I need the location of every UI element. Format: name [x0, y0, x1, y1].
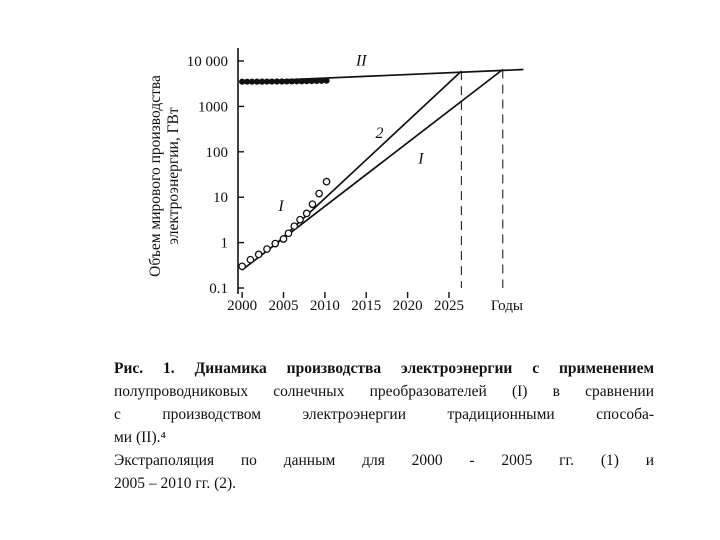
data-point-i	[239, 263, 245, 269]
x-axis-ticks	[227, 292, 523, 314]
curve-label: II	[355, 52, 367, 70]
y-axis-title-line-2: электроэнергии, ГВт	[165, 107, 182, 245]
data-point-ii	[323, 78, 329, 84]
figure-caption	[114, 357, 654, 495]
data-point-i	[247, 257, 253, 263]
y-tick-label: 1000	[198, 99, 228, 116]
series-points	[239, 78, 330, 270]
data-point-i	[280, 236, 286, 242]
data-point-i	[303, 210, 309, 216]
x-tick-label: 2015	[351, 298, 382, 314]
caption-figure-label: Рис. 1.	[114, 360, 175, 377]
y-tick-label: 100	[205, 144, 228, 161]
curve-label: 2	[375, 125, 384, 143]
y-tick-label: 10	[213, 190, 228, 207]
data-point-i	[264, 246, 270, 252]
data-point-i	[309, 201, 315, 207]
y-axis-ticks	[187, 54, 244, 297]
caption-line-3: с производством электроэнергии традиционными способа-	[114, 406, 654, 423]
data-point-i	[291, 223, 297, 229]
y-tick-label: 0.1	[209, 281, 228, 297]
caption-line-5: Экстраполяция по данным для 2000 - 2005 гг. (1) и	[114, 452, 654, 469]
x-tick-label: 2010	[309, 298, 340, 314]
x-tick-label: 2025	[433, 298, 464, 314]
x-tick-label: 2020	[392, 298, 423, 314]
data-point-i	[255, 251, 261, 257]
data-point-i	[285, 230, 291, 236]
dashed-guides	[461, 69, 502, 288]
data-point-i	[323, 178, 329, 184]
caption-line-6: 2005 – 2010 гг. (2).	[114, 475, 237, 492]
x-axis-title: Годы	[490, 298, 523, 314]
data-point-i	[316, 190, 322, 196]
x-tick-label: 2005	[268, 298, 299, 314]
y-tick-label: 1	[220, 235, 228, 252]
x-tick-label: 2000	[227, 298, 258, 314]
y-axis-title-line-1: Объем мирового производства	[147, 75, 164, 277]
caption-line-1	[114, 357, 654, 380]
caption-title: Динамика производства электроэнергии с применением	[194, 360, 655, 377]
y-axis-title	[147, 75, 182, 277]
y-tick-label: 10 000	[186, 54, 228, 70]
data-point-i	[297, 216, 303, 222]
caption-line-2: полупроводниковых солнечных преобразователей (I) в сравнении	[114, 383, 654, 400]
curve-label: I	[418, 150, 424, 168]
curve-label: I	[278, 197, 284, 215]
data-point-i	[272, 240, 278, 246]
caption-line-4: ми (II).⁴	[114, 429, 166, 446]
